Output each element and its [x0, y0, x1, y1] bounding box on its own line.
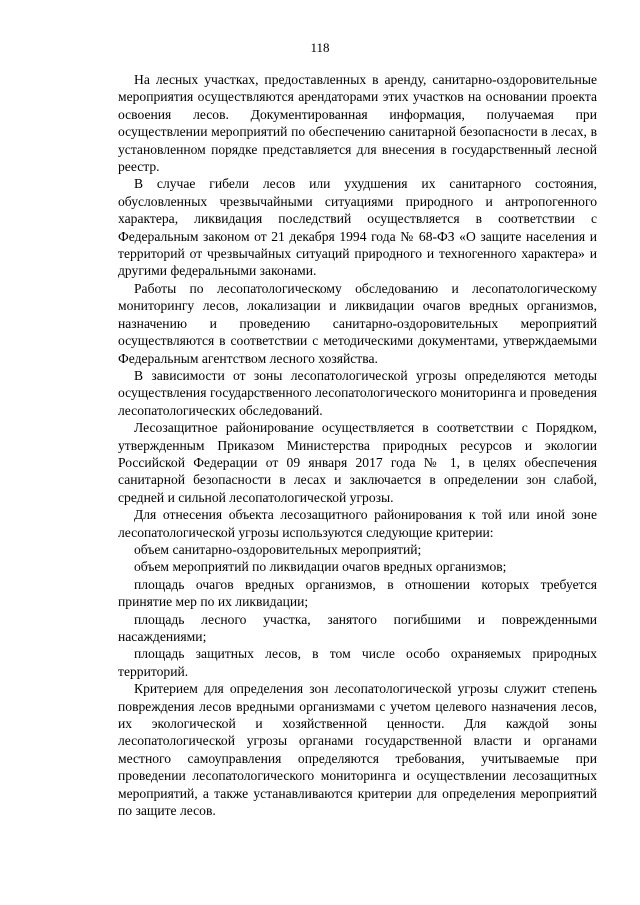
paragraph-zone-criterion-damage: Критерием для определения зон лесопатологической угрозы служит степень повреждения лесов вредными организмами с учетом целевого назначения лесов, их экологической и хозяйственной ценности. Для каждой зоны лесопатологической угрозы органами государственной власти и органами местного самоуправления определяются требования, учитываемые при проведении лесопатологического мониторинга и осуществлении лесозащитных мероприятий, а также устанавливаются критерии для определения мероприятий по защите лесов.: [118, 681, 597, 819]
list-item-criterion-damaged-stands-area: площадь лесного участка, занятого погибшими и поврежденными насаждениями;: [118, 611, 597, 644]
list-item-criterion-protective-forests-area: площадь защитных лесов, в том числе особо охраняемых природных территорий.: [118, 646, 597, 679]
page-number: 118: [310, 40, 330, 55]
paragraph-pathology-works: Работы по лесопатологическому обследованию и лесопатологическому мониторингу лесов, локализации и ликвидации очагов вредных организмов, назначению и проведению санитарно-оздоровительных мероприятий осуществляются в соответствии с методическими документами, утверждаемыми Федеральным агентством лесного хозяйства.: [118, 280, 597, 366]
list-item-criterion-sanitary-volume: объем санитарно-оздоровительных мероприятий;: [134, 541, 422, 557]
paragraph-zoning-procedure: Лесозащитное районирование осуществляется в соответствии с Порядком, утвержденным Приказом Министерства природных ресурсов и экологии Российской Федерации от 09 января 2017 года № 1, в целях обеспечения санитарной безопасности в лесах и заключается в определении зон слабой, средней и сильной лесопатологической угрозы.: [118, 420, 597, 505]
list-item-criterion-liquidation-volume: объем мероприятий по ликвидации очагов вредных организмов;: [134, 559, 507, 575]
paragraph-lease-sanitary-measures: На лесных участках, предоставленных в аренду, санитарно-оздоровительные мероприятия осуществляются арендаторами этих участков на основании проекта освоения лесов. Документированная информация, получаемая при осуществлении мероприятий по обеспечению санитарной безопасности в лесах, в установленном порядке представляется для внесения в государственный лесной реестр.: [118, 72, 597, 175]
list-item-criterion-foci-area: площадь очагов вредных организмов, в отношении которых требуется принятие мер по их ликвидации;: [118, 576, 597, 610]
paragraph-forest-death-emergency: В случае гибели лесов или ухудшения их санитарного состояния, обусловленных чрезвычайными ситуациями природного и антропогенного характера, ликвидация последствий осуществляется в соответствии с Федеральным законом от 21 декабря 1994 года № 68-ФЗ «О защите населения и территорий от чрезвычайных ситуаций природного и техногенного характера» и другими федеральными законами.: [118, 176, 597, 279]
paragraph-threat-zone-methods: В зависимости от зоны лесопатологической угрозы определяются методы осуществления государственного лесопатологического мониторинга и проведения лесопатологических обследований.: [118, 367, 597, 418]
document-body: [118, 71, 597, 819]
paragraph-criteria-intro: Для отнесения объекта лесозащитного районирования к той или иной зоне лесопатологической угрозы используются следующие критерии:: [118, 507, 597, 540]
